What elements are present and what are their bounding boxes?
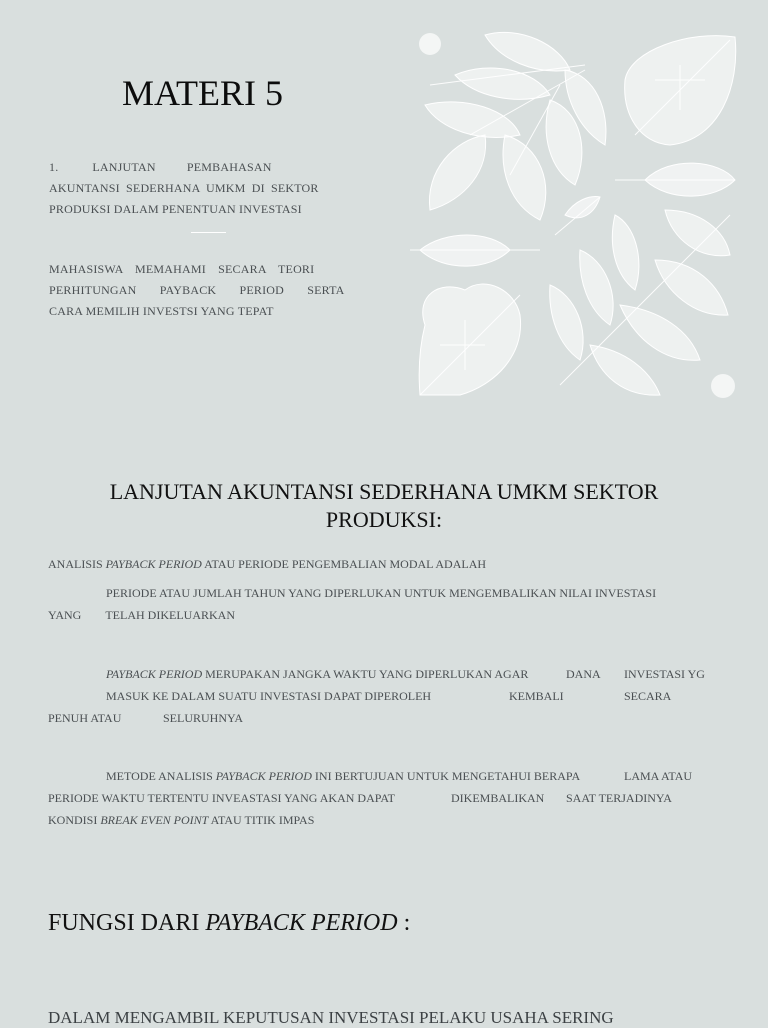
paragraph-1	[48, 553, 508, 575]
fungsi-colon: :	[397, 910, 411, 936]
heading-line-1: LANJUTAN AKUNTANSI SEDERHANA UMKM SEKTOR	[109, 479, 659, 504]
p4-line-3	[48, 809, 328, 831]
p4-line-1a	[106, 765, 596, 787]
topic-line-2: AKUNTANSI SEDERHANA UMKM DI SEKTOR	[49, 181, 319, 195]
p3-line-1d: INVESTASI YG	[624, 667, 705, 681]
fungsi-term: PAYBACK PERIOD	[205, 910, 398, 936]
p2-line-2	[48, 604, 248, 626]
p2-text-a: YANG	[48, 608, 82, 622]
leaves-illustration	[410, 25, 740, 405]
heading-line-2: PRODUKSI:	[325, 507, 443, 532]
slide-materi-5	[0, 0, 768, 420]
p3-line-3a: PENUH ATAU	[48, 711, 122, 725]
slide-lanjutan	[0, 450, 768, 1027]
p3-line-2b: KEMBALI	[509, 689, 564, 703]
p4-term-2: BREAK EVEN POINT	[100, 813, 209, 827]
fungsi-text: FUNGSI DARI	[48, 910, 206, 936]
p4-line-1d: LAMA ATAU	[624, 769, 693, 783]
topic-line-1: LANJUTAN PEMBAHASAN	[92, 160, 272, 174]
p1-text-c: ATAU PERIODE PENGEMBALIAN MODAL ADALAH	[201, 557, 487, 571]
p2-line-1: PERIODE ATAU JUMLAH TAHUN YANG DIPERLUKAN UNTUK MENGEMBALIKAN NILAI INVESTASI	[106, 586, 657, 600]
fungsi-first-line: DALAM MENGAMBIL KEPUTUSAN INVESTASI PELAKU USAHA SERING	[48, 1008, 614, 1027]
p3-line-2c: SECARA	[624, 689, 672, 703]
p4-text-c: INI BERTUJUAN UNTUK MENGETAHUI BERAPA	[311, 769, 581, 783]
divider	[191, 232, 226, 233]
learning-goal	[49, 259, 345, 322]
p3-line-1a	[106, 663, 538, 685]
slide-title: MATERI 5	[122, 73, 283, 113]
p1-term: PAYBACK PERIOD	[105, 557, 202, 571]
goal-line-3: CARA MEMILIH INVESTSI YANG TEPAT	[49, 304, 274, 318]
p3-text-b: MERUPAKAN JANGKA WAKTU YANG DIPERLUKAN AGAR	[202, 667, 529, 681]
p3-term: PAYBACK PERIOD	[106, 667, 203, 681]
list-number: 1.	[49, 160, 59, 174]
p4-text-3c: ATAU TITIK IMPAS	[208, 813, 315, 827]
p2-text-b: TELAH DIKELUARKAN	[105, 608, 235, 622]
section-heading	[0, 478, 768, 534]
p3-line-2a: MASUK KE DALAM SUATU INVESTASI DAPAT DIPEROLEH	[106, 689, 432, 703]
topic-list-item	[49, 157, 319, 220]
p4-text-a: METODE ANALISIS	[106, 769, 216, 783]
p4-line-2a: PERIODE WAKTU TERTENTU INVEASTASI YANG AKAN DAPAT	[48, 791, 395, 805]
p4-line-2b: DIKEMBALIKAN	[451, 791, 545, 805]
goal-line-2: PERHITUNGAN PAYBACK PERIOD SERTA	[49, 283, 345, 297]
p4-line-2c: SAAT TERJADINYA	[566, 791, 672, 805]
p3-line-1c: DANA	[566, 667, 601, 681]
p4-text-3a: KONDISI	[48, 813, 101, 827]
goal-line-1: MAHASISWA MEMAHAMI SECARA TEORI	[49, 262, 315, 276]
p4-term: PAYBACK PERIOD	[215, 769, 312, 783]
topic-line-3: PRODUKSI DALAM PENENTUAN INVESTASI	[49, 202, 302, 216]
fungsi-heading	[48, 910, 410, 937]
p1-text-a: ANALISIS	[48, 557, 106, 571]
p3-line-3b: SELURUHNYA	[163, 711, 244, 725]
